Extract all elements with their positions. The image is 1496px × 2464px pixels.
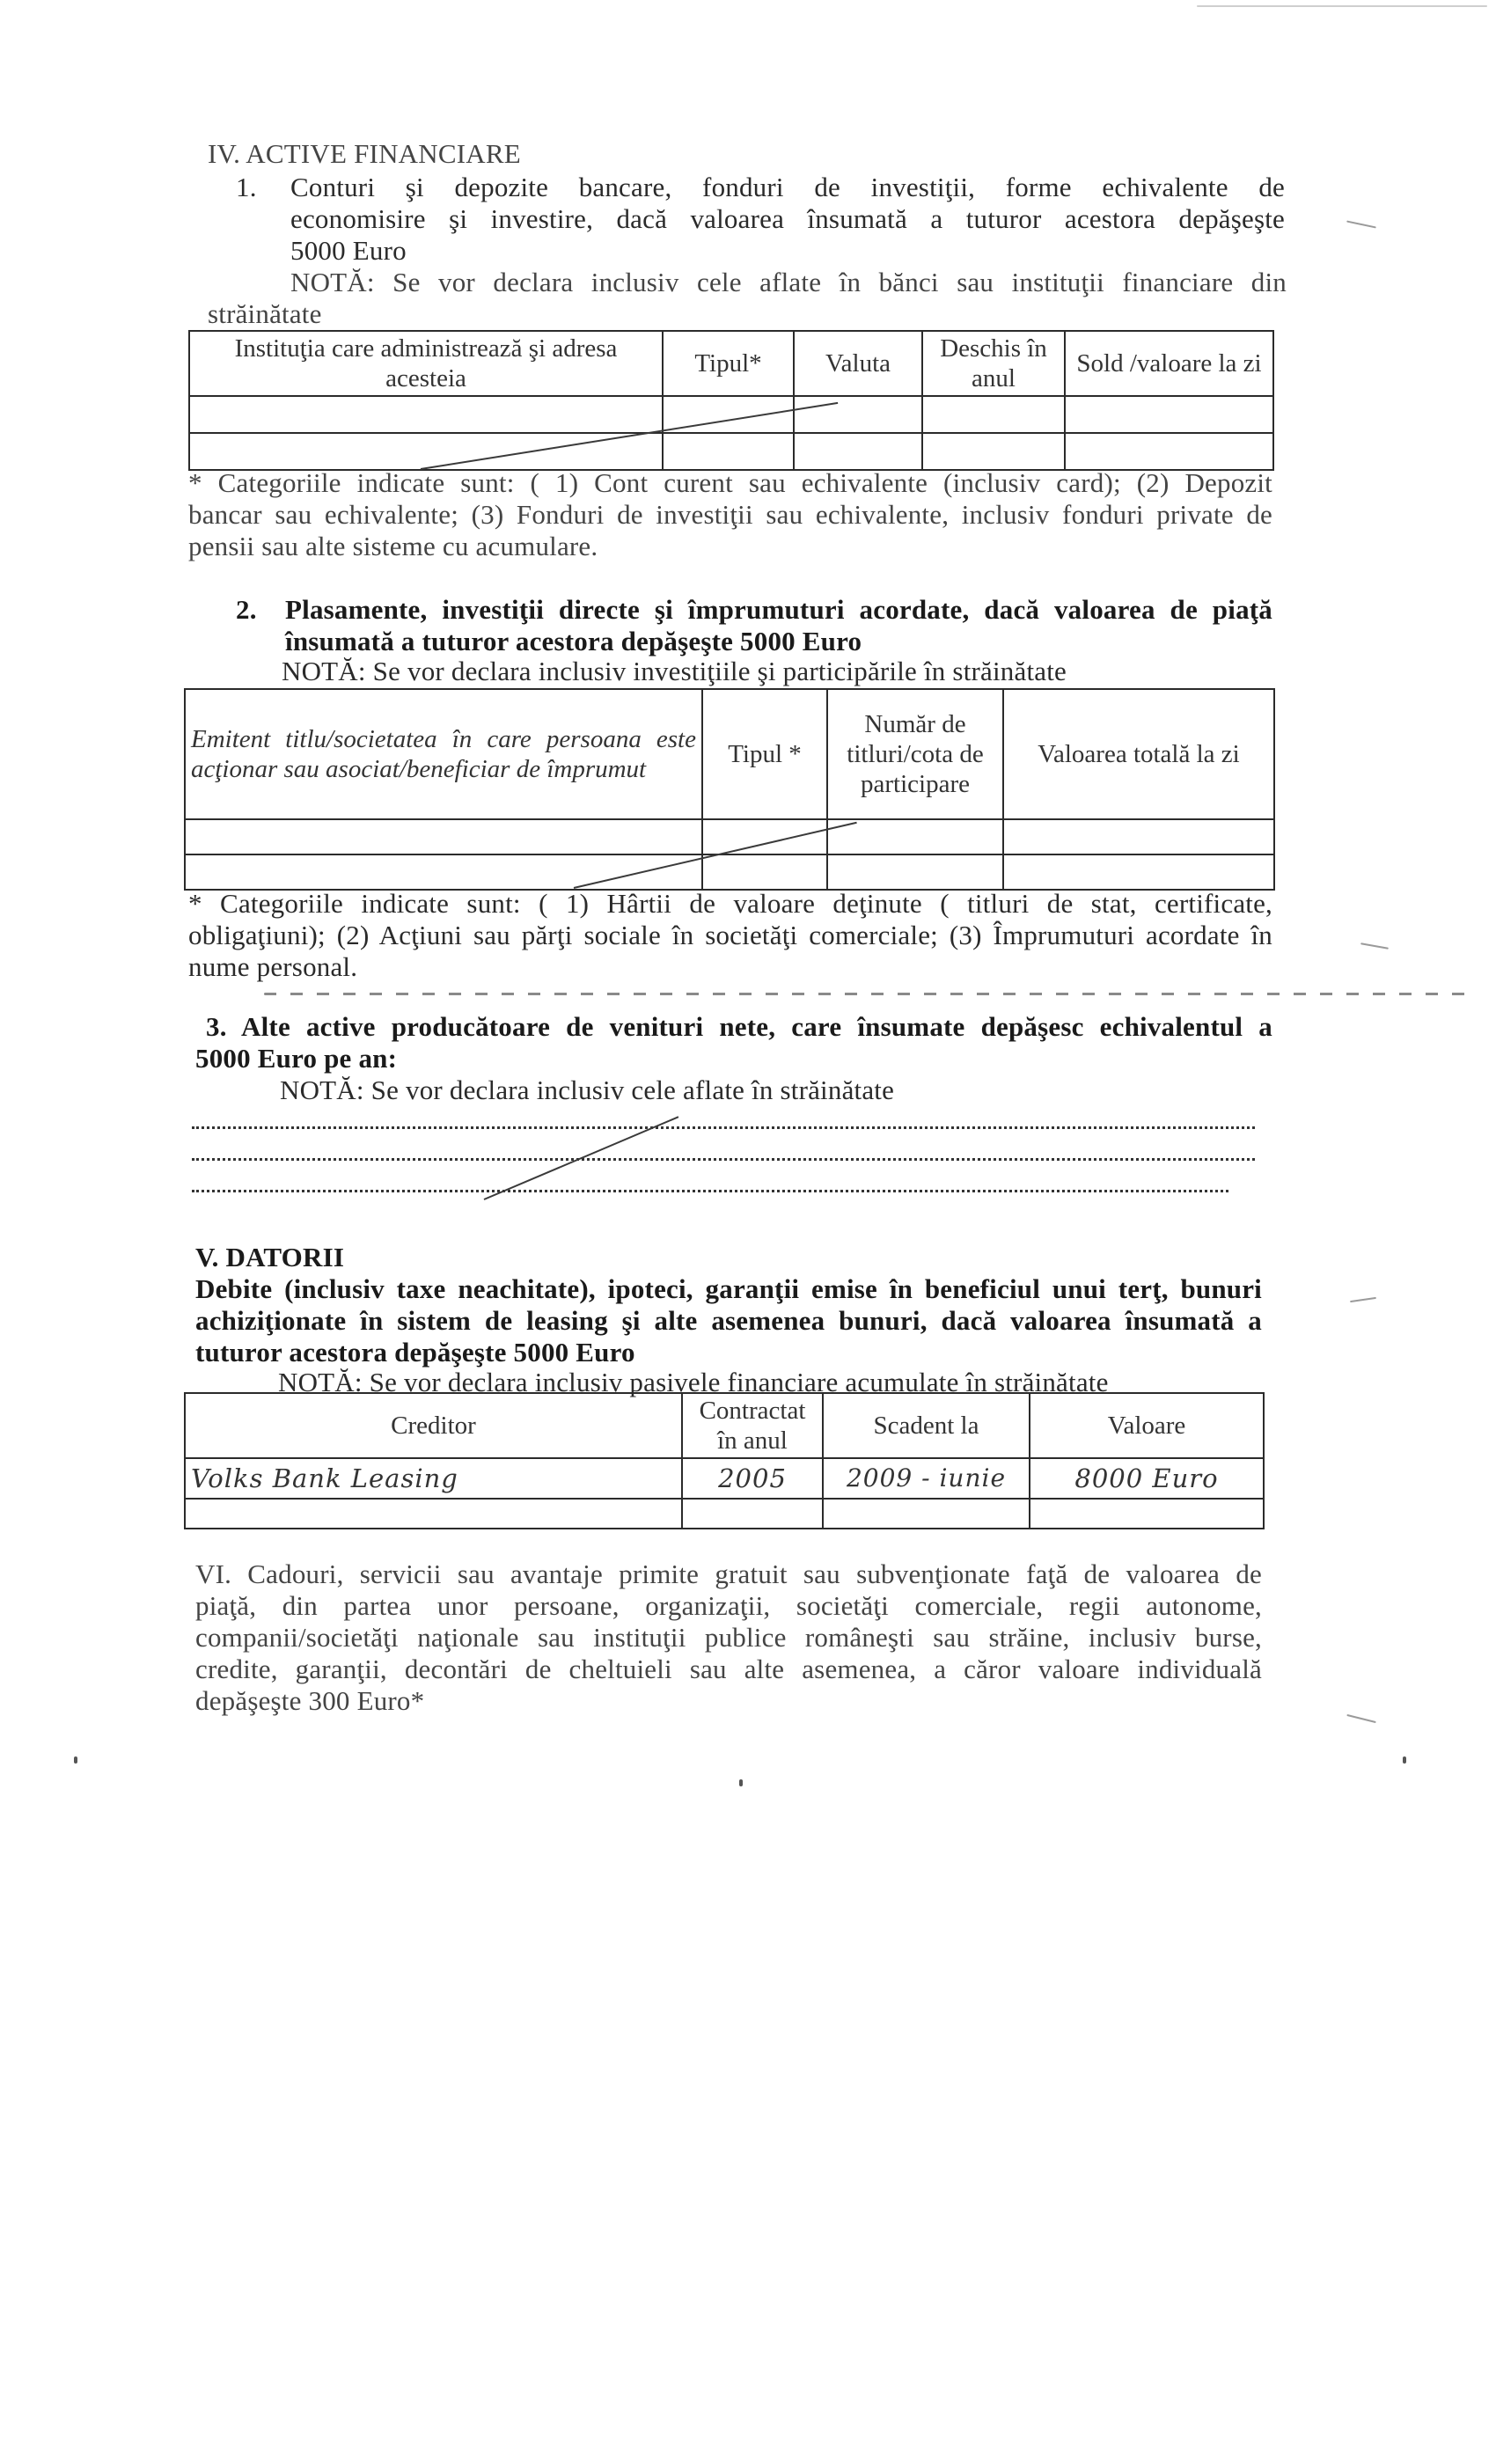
section-vi-line4: credite, garanţii, decontări de cheltuieli sau alte asemenea, a căror valoare individuală xyxy=(195,1654,1262,1684)
margin-mark xyxy=(1360,942,1389,950)
cell-due-date: 2009 - iunie xyxy=(823,1458,1030,1499)
section-v-line1: Debite (inclusiv taxe neachitate), ipoteci, garanţii emise în beneficiul unui terţ, bunuri xyxy=(195,1273,1262,1304)
table-row xyxy=(185,854,1274,890)
item2-number: 2. xyxy=(236,594,257,625)
investments-table xyxy=(184,688,1275,891)
header-type: Tipul* xyxy=(663,331,794,396)
cell-contracted-year: 2005 xyxy=(682,1458,823,1499)
financial-accounts-table xyxy=(188,330,1274,471)
header-issuer: Emitent titlu/societatea în care persoana este acţionar sau asociat/beneficiar de împrumut xyxy=(185,689,702,819)
debts-table xyxy=(184,1392,1265,1529)
margin-mark xyxy=(74,1756,77,1764)
header-total-value: Valoarea totală la zi xyxy=(1003,689,1274,819)
margin-mark xyxy=(1403,1756,1406,1764)
section-v-line3: tuturor acestora depăşeşte 5000 Euro xyxy=(195,1337,635,1368)
header-type: Tipul * xyxy=(702,689,827,819)
table-row xyxy=(189,396,1273,433)
item3-line1: 3. Alte active producătoare de venituri nete, care însumate depăşesc echivalentul a xyxy=(206,1011,1272,1042)
section-iv-title: IV. ACTIVE FINANCIARE xyxy=(208,138,521,169)
header-contracted-year: Contractat în anul xyxy=(682,1393,823,1458)
item1-footnote-line3: pensii sau alte sisteme cu acumulare. xyxy=(188,531,598,561)
table-header-row xyxy=(185,689,1274,819)
table-row xyxy=(185,1458,1264,1499)
item1-note-line2: străinătate xyxy=(208,298,322,329)
margin-mark xyxy=(1346,220,1376,228)
item1-number: 1. xyxy=(236,172,257,202)
item3-answer-line xyxy=(192,1126,1255,1129)
margin-mark xyxy=(1346,1714,1375,1723)
section-v-title: V. DATORII xyxy=(195,1242,345,1272)
header-balance: Sold /valoare la zi xyxy=(1065,331,1273,396)
header-due-date: Scadent la xyxy=(823,1393,1030,1458)
table-row xyxy=(185,819,1274,854)
item3-answer-line xyxy=(192,1190,1228,1192)
header-currency: Valuta xyxy=(794,331,922,396)
item1-footnote-line1: * Categoriile indicate sunt: ( 1) Cont curent sau echivalente (inclusiv card); (2) Depozit xyxy=(188,467,1272,498)
item1-line3: 5000 Euro xyxy=(290,235,407,266)
section-v-note: NOTĂ: Se vor declara inclusiv pasivele financiare acumulate în străinătate xyxy=(278,1367,1109,1397)
item2-footnote-line2: obligaţiuni); (2) Acţiuni sau părţi sociale în societăţi comerciale; (3) Împrumuturi acordate în xyxy=(188,920,1272,950)
scan-edge-line xyxy=(1197,5,1487,7)
header-value: Valoare xyxy=(1030,1393,1264,1458)
table-header-row xyxy=(185,1393,1264,1458)
item3-line2: 5000 Euro pe an: xyxy=(195,1043,398,1074)
item3-note: NOTĂ: Se vor declara inclusiv cele aflate în străinătate xyxy=(280,1074,895,1105)
table-header-row xyxy=(189,331,1273,396)
item1-line2: economisire şi investire, dacă valoarea însumată a tuturor acestora depăşeşte xyxy=(290,203,1285,234)
item1-line1: Conturi şi depozite bancare, fonduri de investiţii, forme echivalente de xyxy=(290,172,1285,202)
item1-note-line1: NOTĂ: Se vor declara inclusiv cele aflate în bănci sau instituţii financiare din xyxy=(290,267,1287,297)
item1-footnote-line2: bancar sau echivalente; (3) Fonduri de investiţii sau echivalente, inclusiv fonduri private de xyxy=(188,499,1272,530)
item3-answer-line xyxy=(192,1158,1255,1161)
item2-note: NOTĂ: Se vor declara inclusiv investiţiile şi participările în străinătate xyxy=(282,656,1067,686)
margin-mark xyxy=(1350,1297,1376,1302)
section-v-line2: achiziţionate în sistem de leasing şi alte asemenea bunuri, dacă valoarea însumată a xyxy=(195,1305,1262,1336)
item2-line1: Plasamente, investiţii directe şi împrumuturi acordate, dacă valoarea de piaţă xyxy=(285,594,1272,625)
margin-mark xyxy=(739,1779,743,1786)
item2-line2: însumată a tuturor acestora depăşeşte 5000 Euro xyxy=(285,626,862,656)
cell-value: 8000 Euro xyxy=(1030,1458,1264,1499)
item2-footnote-line3: nume personal. xyxy=(188,951,358,982)
table-row xyxy=(185,1499,1264,1529)
cell-creditor: Volks Bank Leasing xyxy=(185,1458,682,1499)
section-vi-line2: piaţă, din partea unor persoane, organizaţii, societăţi comerciale, regii autonome, xyxy=(195,1590,1262,1621)
header-opened-year: Deschis în anul xyxy=(922,331,1065,396)
header-shares: Număr de titluri/cota de participare xyxy=(827,689,1003,819)
table-row xyxy=(189,433,1273,470)
header-institution: Instituţia care administrează şi adresa acesteia xyxy=(189,331,663,396)
item2-footnote-line1: * Categoriile indicate sunt: ( 1) Hârtii de valoare deţinute ( titluri de stat, certificate, xyxy=(188,888,1272,919)
header-creditor: Creditor xyxy=(185,1393,682,1458)
section-vi-line1: VI. Cadouri, servicii sau avantaje primite gratuit sau subvenţionate faţă de valoarea de xyxy=(195,1558,1262,1589)
scan-noise-band xyxy=(264,993,1478,995)
section-vi-line5: depăşeşte 300 Euro* xyxy=(195,1685,425,1716)
section-vi-line3: companii/societăţi naţionale sau instituţii publice româneşti sau străine, inclusiv burse, xyxy=(195,1622,1262,1653)
